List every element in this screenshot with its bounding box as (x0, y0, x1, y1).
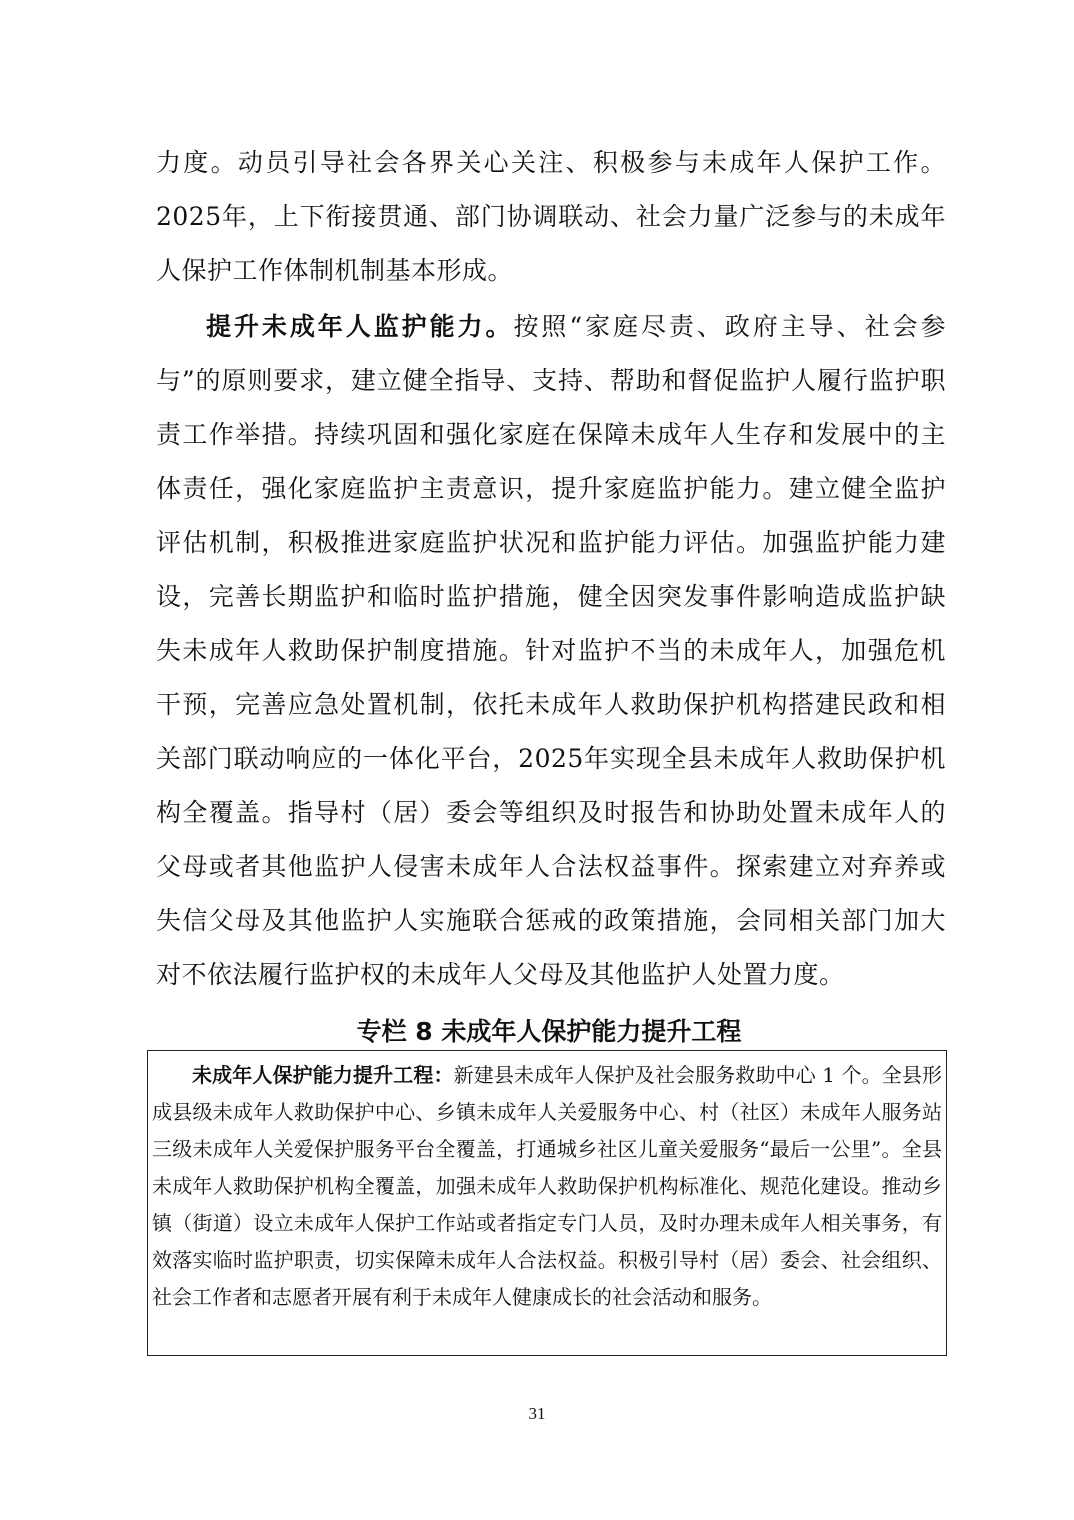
column-box-text (152, 1057, 942, 1316)
column-box-body: 新建县未成年人保护及社会服务救助中心 1 个。全县形成县级未成年人救助保护中心、乡镇未成年人关爱服务中心、村（社区）未成年人服务站三级未成年人关爱保护服务平台全覆盖，打通城乡社区儿童关爱服务“最后一公里”。全县未成年人救助保护机构全覆盖，加强未成年人救助保护机构标准化、规范化建设。推动乡镇（街道）设立未成年人保护工作站或者指定专门人员，及时办理未成年人相关事务，有效落实临时监护职责，切实保障未成年人合法权益。积极引导村（居）委会、社会组织、社会工作者和志愿者开展有利于未成年人健康成长的社会活动和服务。 (152, 1063, 942, 1309)
column-box (147, 1050, 947, 1356)
body-paragraph-1: 力度。动员引导社会各界关心关注、积极参与未成年人保护工作。2025年，上下衔接贯通、部门协调联动、社会力量广泛参与的未成年人保护工作体制机制基本形成。 (156, 148, 946, 285)
body-paragraph-2 (156, 300, 946, 1002)
paragraph-2-heading: 提升未成年人监护能力。 (206, 312, 514, 341)
paragraph-2-text: 按照“家庭尽责、政府主导、社会参与”的原则要求，建立健全指导、支持、帮助和督促监护人履行监护职责工作举措。持续巩固和强化家庭在保障未成年人生存和发展中的主体责任，强化家庭监护主责意识，提升家庭监护能力。建立健全监护评估机制，积极推进家庭监护状况和监护能力评估。加强监护能力建设，完善长期监护和临时监护措施，健全因突发事件影响造成监护缺失未成年人救助保护制度措施。针对监护不当的未成年人，加强危机干预，完善应急处置机制，依托未成年人救助保护机构搭建民政和相关部门联动响应的一体化平台，2025年实现全县未成年人救助保护机构全覆盖。指导村（居）委会等组织及时报告和协助处置未成年人的父母或者其他监护人侵害未成年人合法权益事件。探索建立对弃养或失信父母及其他监护人实施联合惩戒的政策措施，会同相关部门加大对不依法履行监护权的未成年人父母及其他监护人处置力度。 (156, 312, 946, 989)
column-box-lead: 未成年人保护能力提升工程： (192, 1063, 454, 1087)
column-box-title: 专栏 8 未成年人保护能力提升工程 (356, 1017, 742, 1046)
page-number: 31 (528, 1404, 546, 1423)
